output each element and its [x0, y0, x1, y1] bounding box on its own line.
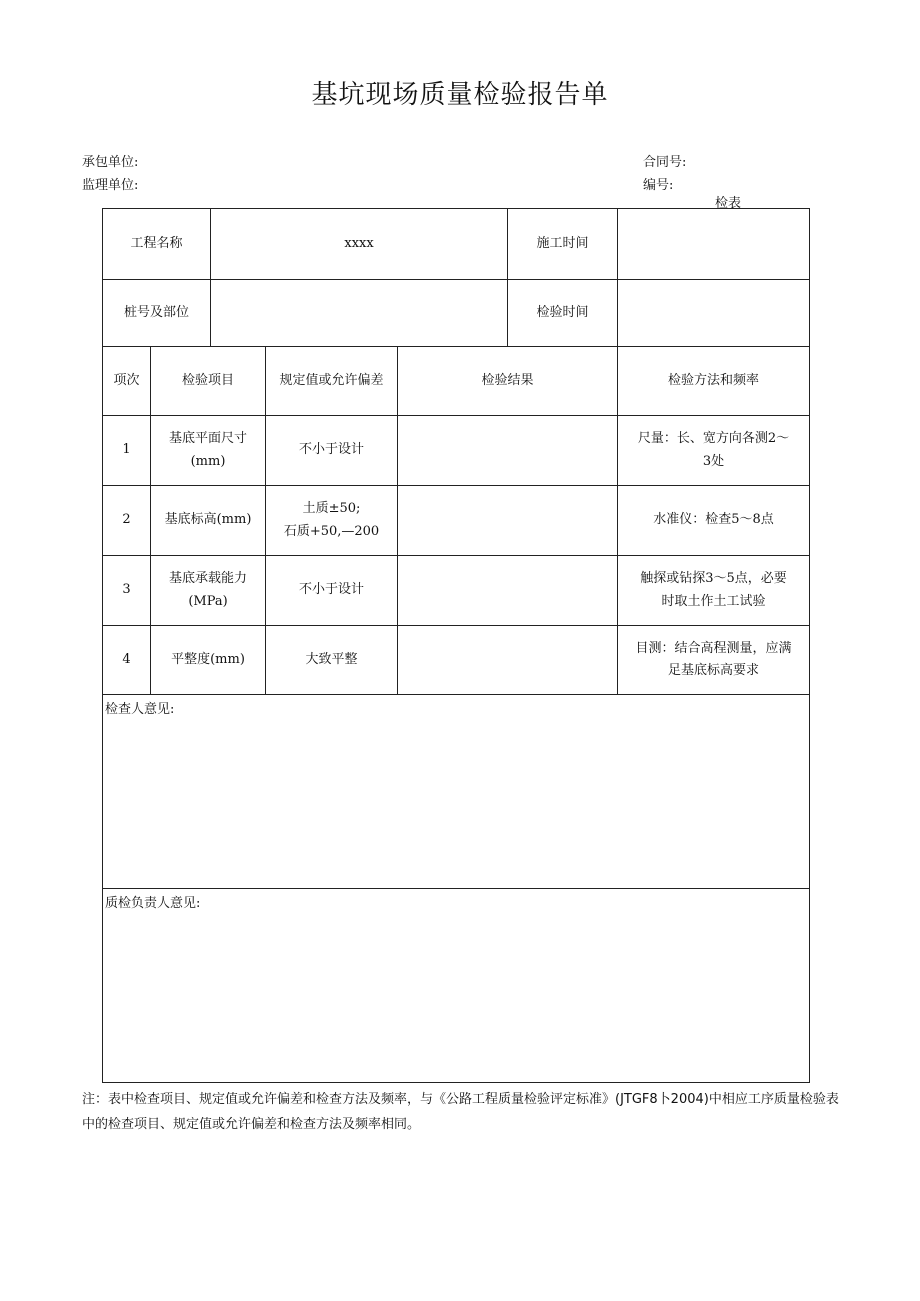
row-result[interactable]: [398, 556, 618, 626]
row-no: 2: [103, 486, 151, 556]
supervisor-label: 监理单位:: [82, 178, 139, 193]
row-item: 基底标高(mm): [151, 486, 266, 556]
project-name-label: 工程名称: [103, 209, 211, 280]
inspection-time-label: 检验时间: [508, 280, 618, 347]
col-header-spec: 规定值或允许偏差: [266, 347, 398, 416]
col-header-item: 检验项目: [151, 347, 266, 416]
qc-opinion-row: [103, 889, 810, 1083]
inspection-time-value[interactable]: [618, 280, 810, 347]
contractor-label: 承包单位:: [82, 155, 139, 170]
row-method: 触探或钻探3～5点，必要 时取土作土工试验: [618, 556, 810, 626]
construction-time-value[interactable]: [618, 209, 810, 280]
station-row: [103, 280, 810, 347]
column-header-row: [103, 347, 810, 416]
row-spec: 大致平整: [266, 626, 398, 695]
station-value[interactable]: [211, 280, 508, 347]
inspector-opinion-label: 检查人意见:: [105, 702, 175, 717]
footnote: 注：表中检查项目、规定值或允许偏差和检查方法及频率，与《公路工程质量检验评定标准》(JTGF8卜2004)中相应工序质量检验表中的检查项目、规定值或允许偏差和检查方法及频率相同。: [82, 1092, 839, 1132]
row-method: 尺量：长、宽方向各测2～ 3处: [618, 416, 810, 486]
row-no: 3: [103, 556, 151, 626]
serial-no-label: 编号:: [643, 178, 674, 193]
table-row: [103, 486, 810, 556]
col-header-method: 检验方法和频率: [618, 347, 810, 416]
qc-opinion-box[interactable]: [103, 889, 810, 1083]
row-item: 基底平面尺寸 (mm): [151, 416, 266, 486]
row-spec: 不小于设计: [266, 556, 398, 626]
contract-no-label: 合同号:: [643, 155, 687, 170]
row-result[interactable]: [398, 486, 618, 556]
project-name-row: [103, 209, 810, 280]
row-method: 水准仪：检查5～8点: [618, 486, 810, 556]
inspector-opinion-row: [103, 695, 810, 889]
construction-time-label: 施工时间: [508, 209, 618, 280]
row-method: 目测：结合高程测量，应满 足基底标高要求: [618, 626, 810, 695]
inspector-opinion-box[interactable]: [103, 695, 810, 889]
project-name-value[interactable]: xxxx: [211, 209, 508, 280]
station-label: 桩号及部位: [103, 280, 211, 347]
row-result[interactable]: [398, 416, 618, 486]
table-row: [103, 416, 810, 486]
col-header-no: 项次: [103, 347, 151, 416]
col-header-result: 检验结果: [398, 347, 618, 416]
row-no: 4: [103, 626, 151, 695]
row-spec: 土质±50; 石质+50,—200: [266, 486, 398, 556]
page-title: 基坑现场质量检验报告单: [311, 80, 609, 110]
qc-opinion-label: 质检负责人意见:: [105, 896, 201, 911]
row-result[interactable]: [398, 626, 618, 695]
row-no: 1: [103, 416, 151, 486]
form-code: 检表: [715, 196, 742, 211]
row-spec: 不小于设计: [266, 416, 398, 486]
table-row: [103, 556, 810, 626]
table-row: [103, 626, 810, 695]
row-item: 基底承载能力 (MPa): [151, 556, 266, 626]
row-item: 平整度(mm): [151, 626, 266, 695]
inspection-form-table: [102, 208, 810, 1083]
